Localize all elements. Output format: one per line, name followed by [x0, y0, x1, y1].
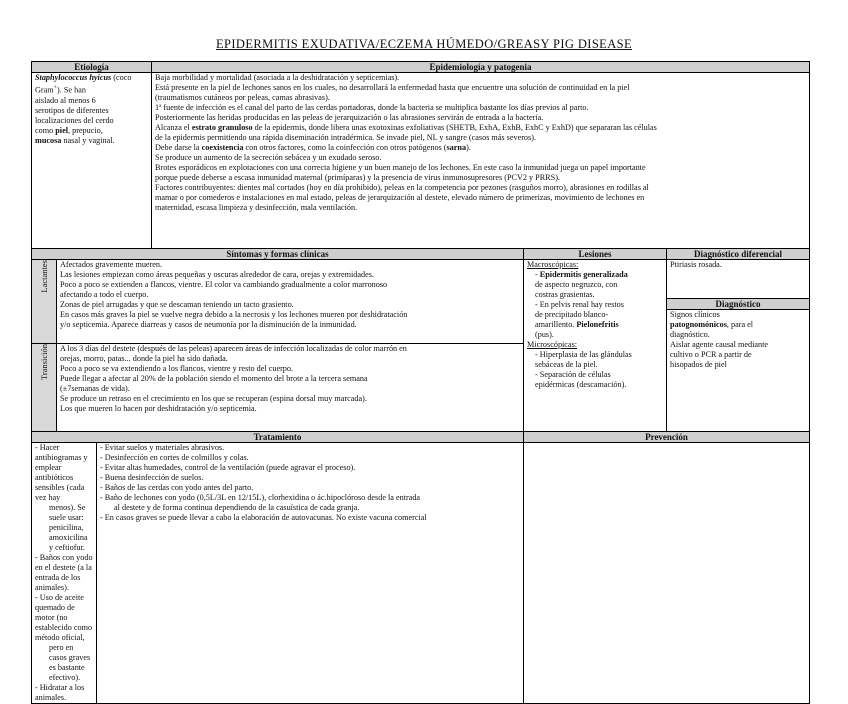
lactantes-label: Lactantes [39, 260, 49, 293]
diag-dif-header: Diagnóstico diferencial [667, 249, 810, 260]
epidemiologia-line: Posteriormente las heridas producidas en las peleas de jerarquización o las abrasiones servirán de entrada a la bacteria. [155, 113, 544, 122]
lactantes-line: afectando a todo el cuerpo. [60, 290, 149, 299]
lactantes-cell [57, 260, 524, 344]
agent-name: Staphylococcus hyicus [35, 73, 112, 82]
transicion-label-cell [32, 344, 57, 432]
tratamiento-prevencion-wrap [32, 443, 524, 704]
disease-summary-table [31, 61, 810, 704]
tratamiento-line: - Hacer antibiogramas y emplear antibióticos sensibles (cada vez hay [35, 443, 88, 502]
lactantes-line: En casos más graves la piel se vuelve negra debido a la necrosis y los lechones mueren por deshidratación [60, 310, 408, 319]
lesiones-header: Lesiones [524, 249, 667, 260]
epidemiologia-line: Brotes esporádicos en explotaciones con una correcta higiene y un buen manejo de los lechones. En este caso la inmunidad juega un papel importante [155, 163, 646, 172]
etiologia-header: Etiología [32, 62, 152, 73]
lesiones-cell: Macroscópicas: - Epidermitis generalizada de aspecto negruzco, con costras grasientas. - En pelvis renal hay restos de precipitado blanco- amarillento. Pielonefritis (pus). Microscópicas: - Hiperplasia de las glándulas sebáceas de la piel. - Separación de células epidérmicas (descamación). [524, 260, 667, 432]
prevencion-line: - Baño de lechones con yodo (0,5L/3L en 12/15L), clorhexidina o ác.hipoclóroso desde la entrada [100, 493, 421, 502]
prevencion-line: al destete y de forma continua dependiendo de la casuística de cada granja. [114, 503, 360, 512]
prevencion-cell-left [97, 443, 523, 703]
prevencion-line: - Desinfección en cortes de colmillos y colas. [100, 453, 249, 462]
sintomas-header: Síntomas y formas clínicas [32, 249, 524, 260]
transicion-line: A los 3 días del destete (después de las peleas) aparecen áreas de infección localizadas de color marrón en [60, 344, 407, 353]
epidemiologia-line: Baja morbilidad y mortalidad (asociada a la deshidratación y septicemias). [155, 73, 400, 82]
epidemiologia-line: Alcanza el estrato granuloso de la epidermis, donde libera unas exotoxinas exfoliativas (SHETB, ExhA, ExhB, ExhC y ExhD) que separaran las células [155, 123, 657, 132]
etiologia-cell: Staphylococcus hyicus (coco Gram+). Se han aislado al menos 6 serotipos de diferentes localizaciones del cerdo como piel, prepucio, mucosa nasal y vaginal. [32, 73, 152, 249]
epidemiologia-line: porque puede deberse a escasa inmunidad maternal (primíparas) y la presencia de virus inmunosupresores (PCV2 y PRRS). [155, 173, 560, 182]
tratamiento-line: - Hidratar a los animales. [35, 683, 85, 702]
transicion-lines [60, 344, 520, 414]
lactantes-lines [60, 260, 520, 330]
lactantes-label-cell [32, 260, 57, 344]
epidemiologia-line: Está presente en la piel de lechones sanos en los cuales, no desarrollará la enfermedad hasta que encuentre una solución de continuidad en la piel [155, 83, 630, 92]
transicion-line: (±7semanas de vida). [60, 384, 130, 393]
prevencion-cell-right [524, 443, 810, 704]
transicion-line: Poco a poco se va extendiendo a los flancos, vientre y resto del cuerpo. [60, 364, 294, 373]
tratamiento-header: Tratamiento [32, 432, 524, 443]
tratamiento-line: menos). Se suele usar: penicilina, amoxicilina y ceftiofur. [49, 503, 88, 552]
epidemiologia-line: Factores contribuyentes: dientes mal cortados (hoy en día prohibido), peleas en la competencia por pezones (rasguños morro), abrasiones en rodillas al [155, 183, 649, 192]
prevencion-header: Prevención [524, 432, 810, 443]
transicion-cell [57, 344, 524, 432]
tratamiento-lines [35, 443, 93, 703]
transicion-line: orejas, morro, patas... donde la piel ha sido dañada. [60, 354, 228, 363]
prevencion-line: - Baños de las cerdas con yodo antes del parto. [100, 483, 254, 492]
epidemiologia-line: 1ª fuente de infección es el canal del parto de las cerdas portadoras, donde la bacteria se multiplica bastante los días previos al parto. [155, 103, 589, 112]
prevencion-line: - En casos graves se puede llevar a cabo la elaboración de autovacunas. No existe vacuna comercial [100, 513, 427, 522]
transicion-line: Se produce un retraso en el crecimiento en los que se recuperan (espina dorsal muy marcada). [60, 394, 367, 403]
tratamiento-line: - Baños con yodo en el destete (a la entrada de los animales). [35, 553, 93, 592]
epidemiologia-line: (traumatismos cutáneos por peleas, camas abrasivas). [155, 93, 330, 102]
tratamiento-line: pero en casos graves es bastante efectivo). [49, 643, 91, 682]
lactantes-line: Las lesiones empiezan como áreas pequeñas y oscuras alrededor de cara, orejas y extremidades. [60, 270, 374, 279]
epidemiologia-line: maternidad, escasa limpieza y desinfección, mala ventilación. [155, 203, 358, 212]
prevencion-line: - Buena desinfección de suelos. [100, 473, 204, 482]
epidemiologia-line: de la epidermis permitiendo una rápida diseminación intradérmica. Se invade piel, NL y sangre (casos más severos). [155, 133, 536, 142]
tratamiento-cell [32, 443, 97, 703]
transicion-line: Puede llegar a afectar al 20% de la población siendo el momento del brote a la tercera semana [60, 374, 368, 383]
prevencion-lines [100, 443, 520, 523]
epidemiologia-line: Se produce un aumento de la secreción sebácea y un exudado seroso. [155, 153, 382, 162]
epidemiologia-line: mamar o por comederos e instalaciones en mal estado, peleas de jerarquización al destete, elevado número de primerizas, movimiento de lechones en [155, 193, 645, 202]
prevencion-line: - Evitar altas humedades, control de la ventilación (puede agravar el proceso). [100, 463, 356, 472]
diagnostico-header: Diagnóstico [667, 298, 809, 310]
transicion-label: Transición [39, 344, 49, 381]
tratamiento-line: - Uso de aceite quemado de motor (no establecido como método oficial, [35, 593, 93, 642]
epidemiologia-header: Epidemiología y patogenia [152, 62, 810, 73]
epidemiologia-cell [152, 73, 810, 249]
diag-dif-text: Ptiriasis rosada. [670, 260, 722, 269]
lactantes-line: y/o septicemia. Aparece diarreas y casos de neumonía por la disminución de la inmunidad. [60, 320, 357, 329]
transicion-line: Los que mueren lo hacen por deshidratación y/o septicemia. [60, 404, 257, 413]
diagnostico-cell: Ptiriasis rosada. Diagnóstico Signos clínicos patognomónicos, para el diagnóstico. Aislar agente causal mediante cultivo o PCR a partir de hisopados de piel [667, 260, 810, 432]
prevencion-line: - Evitar suelos y materiales abrasivos. [100, 443, 225, 452]
epidemiologia-line: Debe darse la coexistencia con otros factores, como la coinfección con otros patógenos (sarna). [155, 143, 471, 152]
lactantes-line: Poco a poco se extienden a flancos, vientre. El color va cambiando gradualmente a color marronoso [60, 280, 388, 289]
epidemiologia-lines [155, 73, 806, 213]
lactantes-line: Zonas de piel arrugadas y que se descaman teniendo un tacto grasiento. [60, 300, 294, 309]
lactantes-line: Afectados gravemente mueren. [60, 260, 163, 269]
document-title: EPIDERMITIS EXUDATIVA/ECZEMA HÚMEDO/GREASY PIG DISEASE [215, 37, 633, 51]
